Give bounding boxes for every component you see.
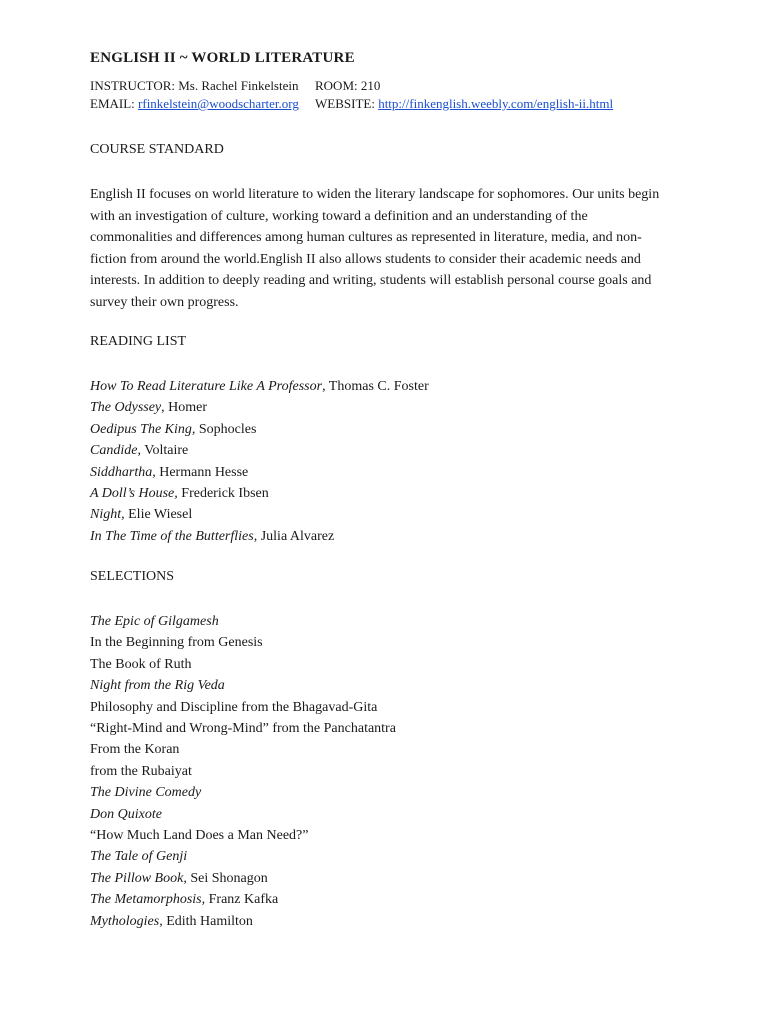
list-item <box>90 868 396 889</box>
list-item <box>90 462 429 483</box>
list-item <box>90 483 429 504</box>
book-author: Frederick Ibsen <box>177 486 269 502</box>
selection-text: Franz Kafka <box>205 892 279 908</box>
book-author: Homer <box>164 400 208 416</box>
list-item <box>90 419 429 440</box>
list-item <box>90 825 396 846</box>
list-item <box>90 761 396 782</box>
book-author: Voltaire <box>140 443 189 459</box>
selection-text: From the Koran <box>90 742 180 758</box>
book-author: Sophocles <box>195 421 257 437</box>
website-label: WEBSITE: <box>315 96 375 111</box>
book-title: Siddhartha <box>90 464 153 480</box>
list-item <box>90 654 396 675</box>
email-link[interactable]: rfinkelstein@woodscharter.org <box>138 96 299 111</box>
selection-text: Sei Shonagon <box>186 870 268 886</box>
instructor-row <box>90 78 381 94</box>
room-label: ROOM: <box>315 78 358 93</box>
selection-italic: The Tale of Genji <box>90 849 188 865</box>
course-standard-text: English II focuses on world literature to widen the literary landscape for sophomores. Our units begin with an investigation of culture, working toward a definition and an understanding of the commonalities and differences among human cultures as represented in literature, media, and non-fiction from around the world.English II also allows students to consider their academic needs and interests. In addition to deeply reading and writing, students will establish personal course goals and survey their own progress. <box>90 187 660 310</box>
selection-text: Edith Hamilton <box>162 913 253 929</box>
list-item <box>90 504 429 525</box>
contact-row <box>90 96 614 112</box>
book-title: A Doll’s House, <box>90 486 178 502</box>
selection-italic: The Pillow Book, <box>90 870 187 886</box>
book-title: Night, <box>90 507 125 523</box>
selection-text: Philosophy and Discipline from the Bhagavad-Gita <box>90 699 378 715</box>
selections-heading: SELECTIONS <box>90 569 174 584</box>
email-label: EMAIL: <box>90 96 135 111</box>
book-author: Julia Alvarez <box>257 528 335 544</box>
selection-text: The Book of Ruth <box>90 656 192 672</box>
instructor-name: Ms. Rachel Finkelstein <box>178 78 299 93</box>
selection-italic: Night from the Rig Veda <box>90 678 225 694</box>
list-item <box>90 632 396 653</box>
list-item <box>90 846 396 867</box>
page-title: ENGLISH II ~ WORLD LITERATURE <box>90 50 355 66</box>
room-value: 210 <box>360 78 381 93</box>
book-title: Oedipus The King, <box>90 421 196 437</box>
selection-italic: The Divine Comedy <box>90 785 202 801</box>
selection-italic: The Metamorphosis, <box>90 892 206 908</box>
room-info <box>315 78 380 94</box>
list-item <box>90 376 429 397</box>
list-item <box>90 804 396 825</box>
book-title: The Odyssey <box>90 400 162 416</box>
selection-text: In the Beginning from Genesis <box>90 635 263 651</box>
list-item <box>90 440 429 461</box>
reading-list <box>90 376 429 547</box>
selection-text: “Right-Mind and Wrong-Mind” from the Panchatantra <box>90 721 396 737</box>
list-item <box>90 889 396 910</box>
reading-list-heading: READING LIST <box>90 334 187 349</box>
selection-italic: The Epic of Gilgamesh <box>90 614 219 629</box>
list-item <box>90 611 396 632</box>
list-item <box>90 397 429 418</box>
list-item <box>90 675 396 696</box>
selection-italic: Don Quixote <box>90 806 162 822</box>
list-item <box>90 782 396 803</box>
book-title: How To Read Literature Like A Professor <box>90 379 323 394</box>
list-item <box>90 697 396 718</box>
list-item <box>90 911 396 932</box>
selection-text: “How Much Land Does a Man Need?” <box>90 828 309 844</box>
book-author: Hermann Hesse <box>155 464 249 480</box>
separator: , <box>161 400 165 416</box>
selections-list <box>90 611 396 932</box>
separator: , <box>322 379 326 394</box>
book-title: Candide, <box>90 443 141 459</box>
selection-italic: Mythologies, <box>90 913 163 929</box>
website-info <box>315 96 613 112</box>
instructor-label: INSTRUCTOR: <box>90 78 175 93</box>
book-title: In The Time of the Butterflies, <box>90 528 258 544</box>
list-item <box>90 718 396 739</box>
selection-text: from the Rubaiyat <box>90 763 192 779</box>
separator: , <box>152 464 156 480</box>
list-item <box>90 739 396 760</box>
book-author: Elie Wiesel <box>124 507 193 523</box>
list-item <box>90 526 429 547</box>
website-link[interactable]: http://finkenglish.weebly.com/english-ii.html <box>378 96 614 111</box>
book-author: Thomas C. Foster <box>325 379 429 394</box>
course-standard-heading: COURSE STANDARD <box>90 142 224 157</box>
